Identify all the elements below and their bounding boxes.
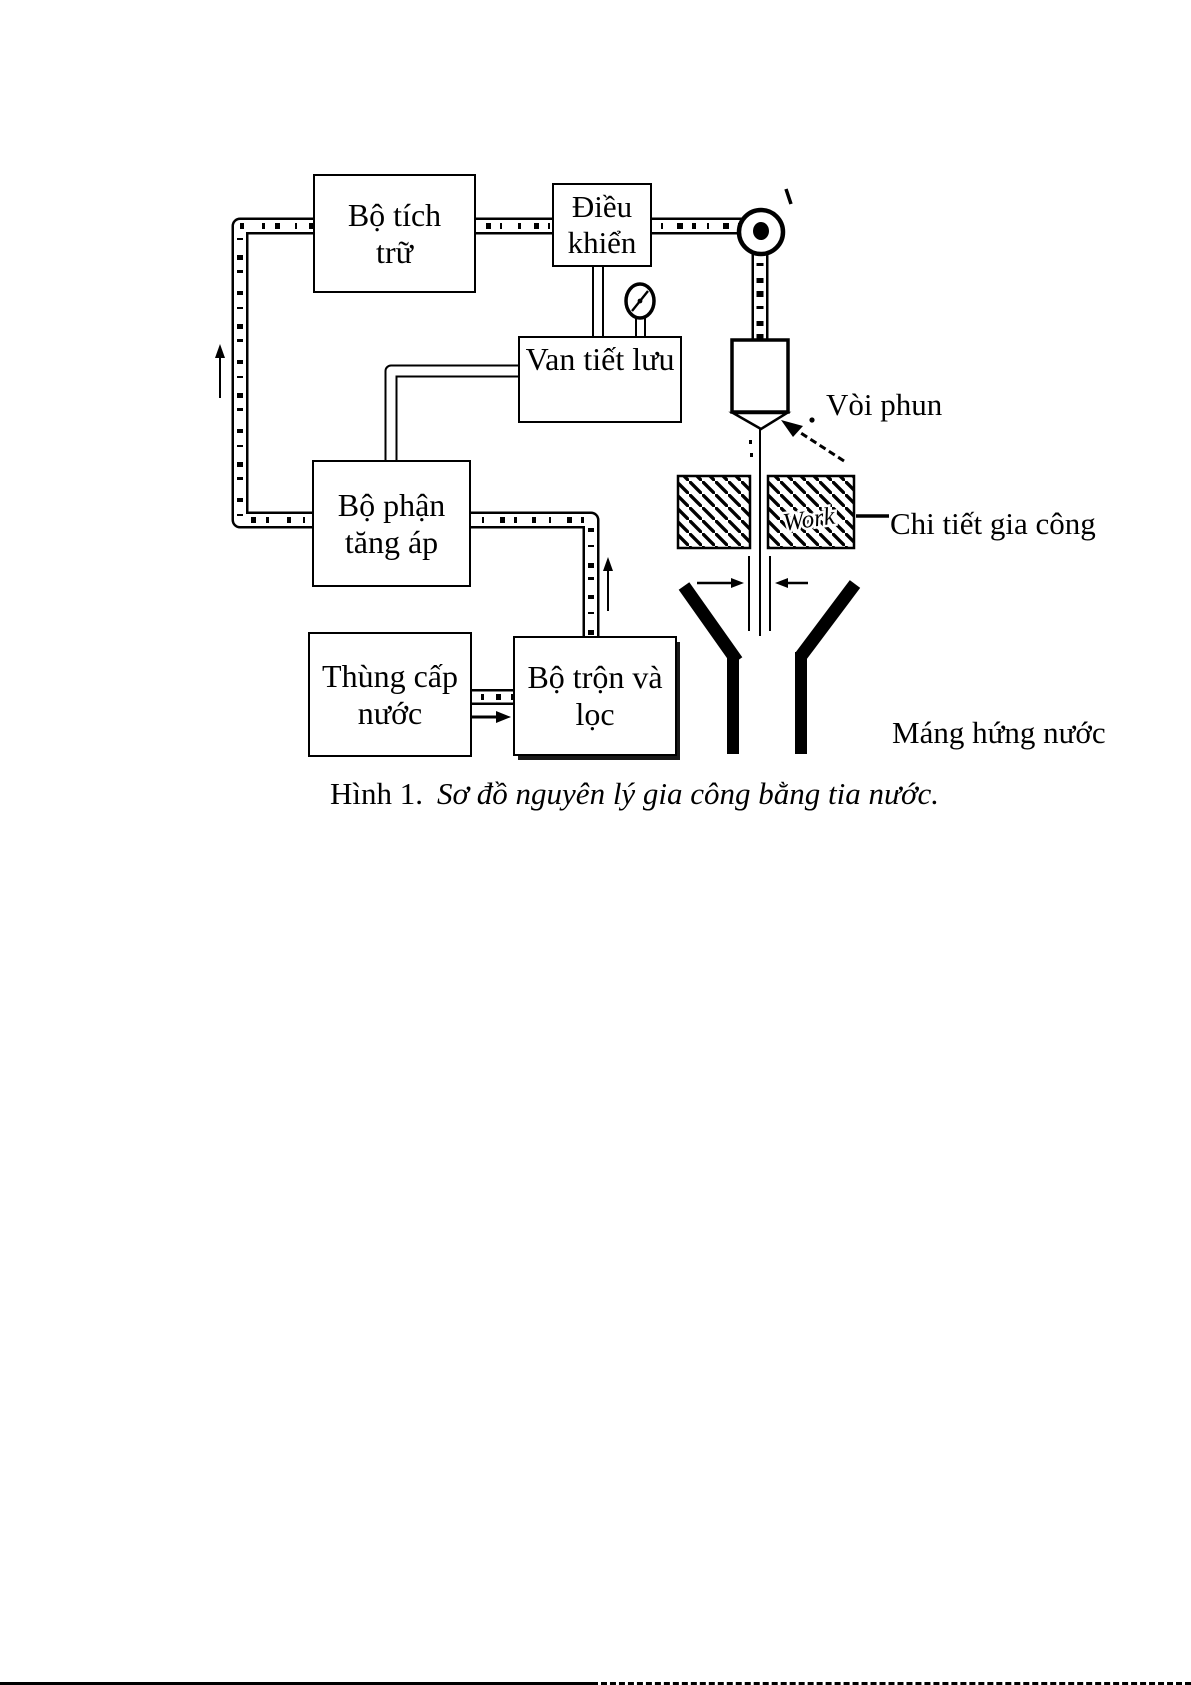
pipe-valve-to-intensifier [391,371,520,462]
flow-arrow-middle-up [603,557,613,611]
pulley-wheel [739,189,791,254]
nozzle-cone [733,413,787,429]
dotted-pipe-left-loop [240,226,314,520]
box-intensifier [312,460,471,587]
pulley-tick-mark [786,189,791,204]
box-mixer-filter-line2: lọc [575,696,615,732]
label-nozzle: Vòi phun [826,387,943,422]
figure-caption-number: Hình 1. [330,776,423,811]
box-throttle-valve-line1: Van tiết lưu [525,341,675,377]
nozzle-head [732,340,788,429]
figure-caption-text: Sơ đồ nguyên lý gia công bằng tia nước. [437,776,939,811]
box-controller-line1: Điều [571,189,633,224]
box-intensifier-line2: tăng áp [344,523,439,560]
work-label: Work [781,502,837,537]
flow-arrow-tank-right [470,711,511,723]
workpiece-blocks [678,476,889,548]
pressure-gauge [626,284,654,337]
label-catcher: Máng hứng nước [892,715,1106,750]
box-controller [552,183,652,267]
box-water-tank-line2: nước [357,694,423,731]
nozzle-pointer-arrow [781,417,844,461]
box-water-tank [308,632,472,757]
box-intensifier-line1: Bộ phận [337,486,446,523]
figure-caption [330,777,939,811]
dotted-pipe-intensifier-to-mixer [465,520,591,640]
box-mixer-filter [513,636,677,756]
box-accumulator [313,174,476,293]
box-throttle-valve [518,336,682,423]
box-accumulator-line2: trữ [376,233,413,270]
box-controller-line2: khiển [567,225,637,260]
label-workpiece: Chi tiết gia công [890,506,1096,541]
box-mixer-filter-line1: Bộ trộn và [527,659,663,695]
flow-arrow-left-up [215,344,225,398]
box-accumulator-line1: Bộ tích [347,196,442,233]
box-water-tank-line1: Thùng cấp [322,657,458,694]
